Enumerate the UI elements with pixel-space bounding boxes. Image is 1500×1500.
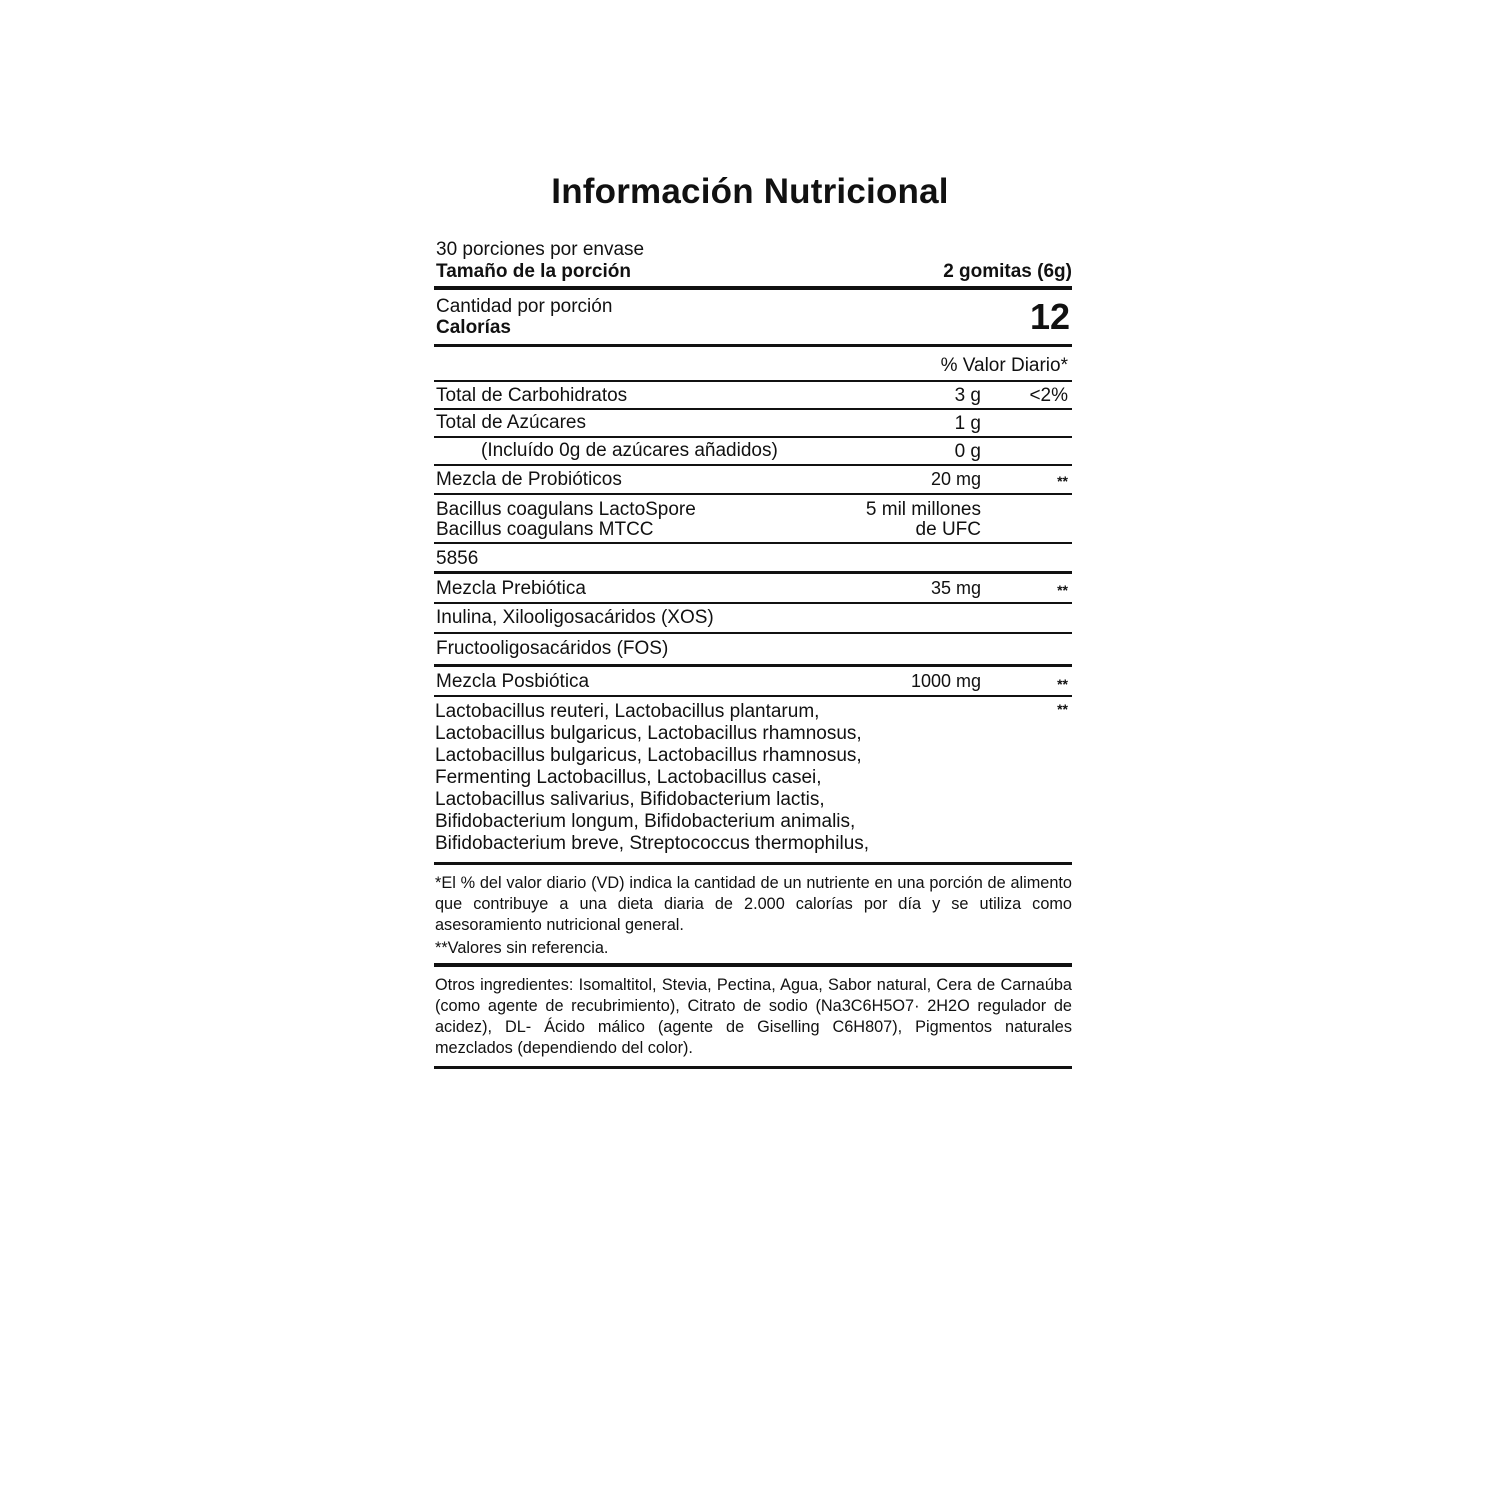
lactobacillus-line: Lactobacillus salivarius, Bifidobacterium lactis, [435, 788, 825, 810]
serving-size-label: Tamaño de la porción [436, 261, 631, 282]
bacillus-code-row [434, 544, 1072, 571]
dv-header-row [434, 347, 1072, 380]
fos-row [434, 634, 1072, 664]
carbs-row [434, 382, 1072, 408]
inulin-label: Inulina, Xilooligosacáridos (XOS) [436, 606, 714, 628]
calories-label: Calorías [436, 316, 511, 338]
page-title: Información Nutricional [551, 172, 949, 211]
footnote-ref: **Valores sin referencia. [435, 939, 609, 957]
footnote-dv: *El % del valor diario (VD) indica la cantidad de un nutriente en una porción de alimento que contribuye a una dieta diaria de 2.000 calorías por día y se utiliza como asesoramiento nutricional general. [435, 874, 1072, 934]
sugars-row [434, 410, 1072, 436]
bacillus-label-2: Bacillus coagulans MTCC [436, 518, 654, 540]
probiotics-dv: ** [1057, 473, 1068, 489]
lactobacillus-dv: ** [1057, 700, 1068, 717]
lactobacillus-line: Lactobacillus reuteri, Lactobacillus plantarum, [435, 700, 820, 722]
lactobacillus-list [435, 701, 1072, 855]
added-sugars-amount: 0 g [954, 441, 981, 462]
other-ingredients: Otros ingredientes: Isomaltitol, Stevia, Pectina, Agua, Sabor natural, Cera de Carnaúba (como agente de recubrimiento), Citrato de sodio (Na3C6H5O7· 2H2O regulador de acidez), DL- Ácido málico (agente de Giselling C6H807), Pigmentos naturales mezclados (dependiendo del color). [435, 975, 1072, 1057]
carbs-amount: 3 g [954, 385, 981, 406]
amount-per-serving: Cantidad por porción [436, 295, 613, 317]
carbs-label: Total de Carbohidratos [436, 385, 628, 406]
fos-label: Fructooligosacáridos (FOS) [436, 637, 669, 659]
sugars-amount: 1 g [954, 413, 981, 434]
added-sugars-label: (Incluído 0g de azúcares añadidos) [481, 440, 778, 461]
lactobacillus-line: Fermenting Lactobacillus, Lactobacillus casei, [435, 766, 822, 788]
lactobacillus-line: Lactobacillus bulgaricus, Lactobacillus rhamnosus, [435, 744, 862, 766]
divider [434, 1066, 1072, 1069]
probiotics-row [434, 466, 1072, 493]
lactobacillus-line: Bifidobacterium longum, Bifidobacterium animalis, [435, 810, 856, 832]
postbiotics-row [434, 667, 1072, 695]
nutrition-facts-panel [434, 236, 1072, 1069]
probiotics-amount: 20 mg [930, 469, 981, 489]
postbiotics-label: Mezcla Posbiótica [436, 670, 590, 692]
bacillus-label-1: Bacillus coagulans LactoSpore [436, 498, 696, 520]
bacillus-amount-2: de UFC [915, 518, 981, 540]
calories-row [434, 290, 1072, 344]
prebiotics-row [434, 574, 1072, 602]
lactobacillus-line: Bifidobacterium breve, Streptococcus thermophilus, [435, 832, 870, 854]
bacillus-amount-1: 5 mil millones [865, 498, 981, 520]
prebiotics-dv: ** [1057, 581, 1068, 598]
inulin-row [434, 604, 1072, 632]
serving-info [434, 236, 1072, 286]
postbiotics-amount: 1000 mg [910, 670, 981, 691]
calories-value: 12 [1029, 295, 1070, 337]
servings-per-container: 30 porciones por envase [436, 239, 645, 260]
bacillus-code: 5856 [436, 547, 479, 569]
other-ingredients-section [434, 967, 1072, 1066]
bacillus-row [434, 495, 1072, 542]
serving-size-value: 2 gomitas (6g) [943, 261, 1072, 282]
lactobacillus-line: Lactobacillus bulgaricus, Lactobacillus rhamnosus, [435, 722, 862, 744]
dv-header: % Valor Diario* [940, 355, 1068, 376]
probiotics-label: Mezcla de Probióticos [436, 469, 622, 490]
lactobacillus-row [434, 697, 1072, 862]
carbs-dv: <2% [1029, 385, 1068, 406]
sugars-label: Total de Azúcares [436, 412, 586, 433]
prebiotics-amount: 35 mg [930, 577, 981, 598]
footnotes [434, 865, 1072, 963]
prebiotics-label: Mezcla Prebiótica [436, 577, 586, 599]
added-sugars-row [434, 438, 1072, 464]
postbiotics-dv: ** [1057, 675, 1068, 692]
